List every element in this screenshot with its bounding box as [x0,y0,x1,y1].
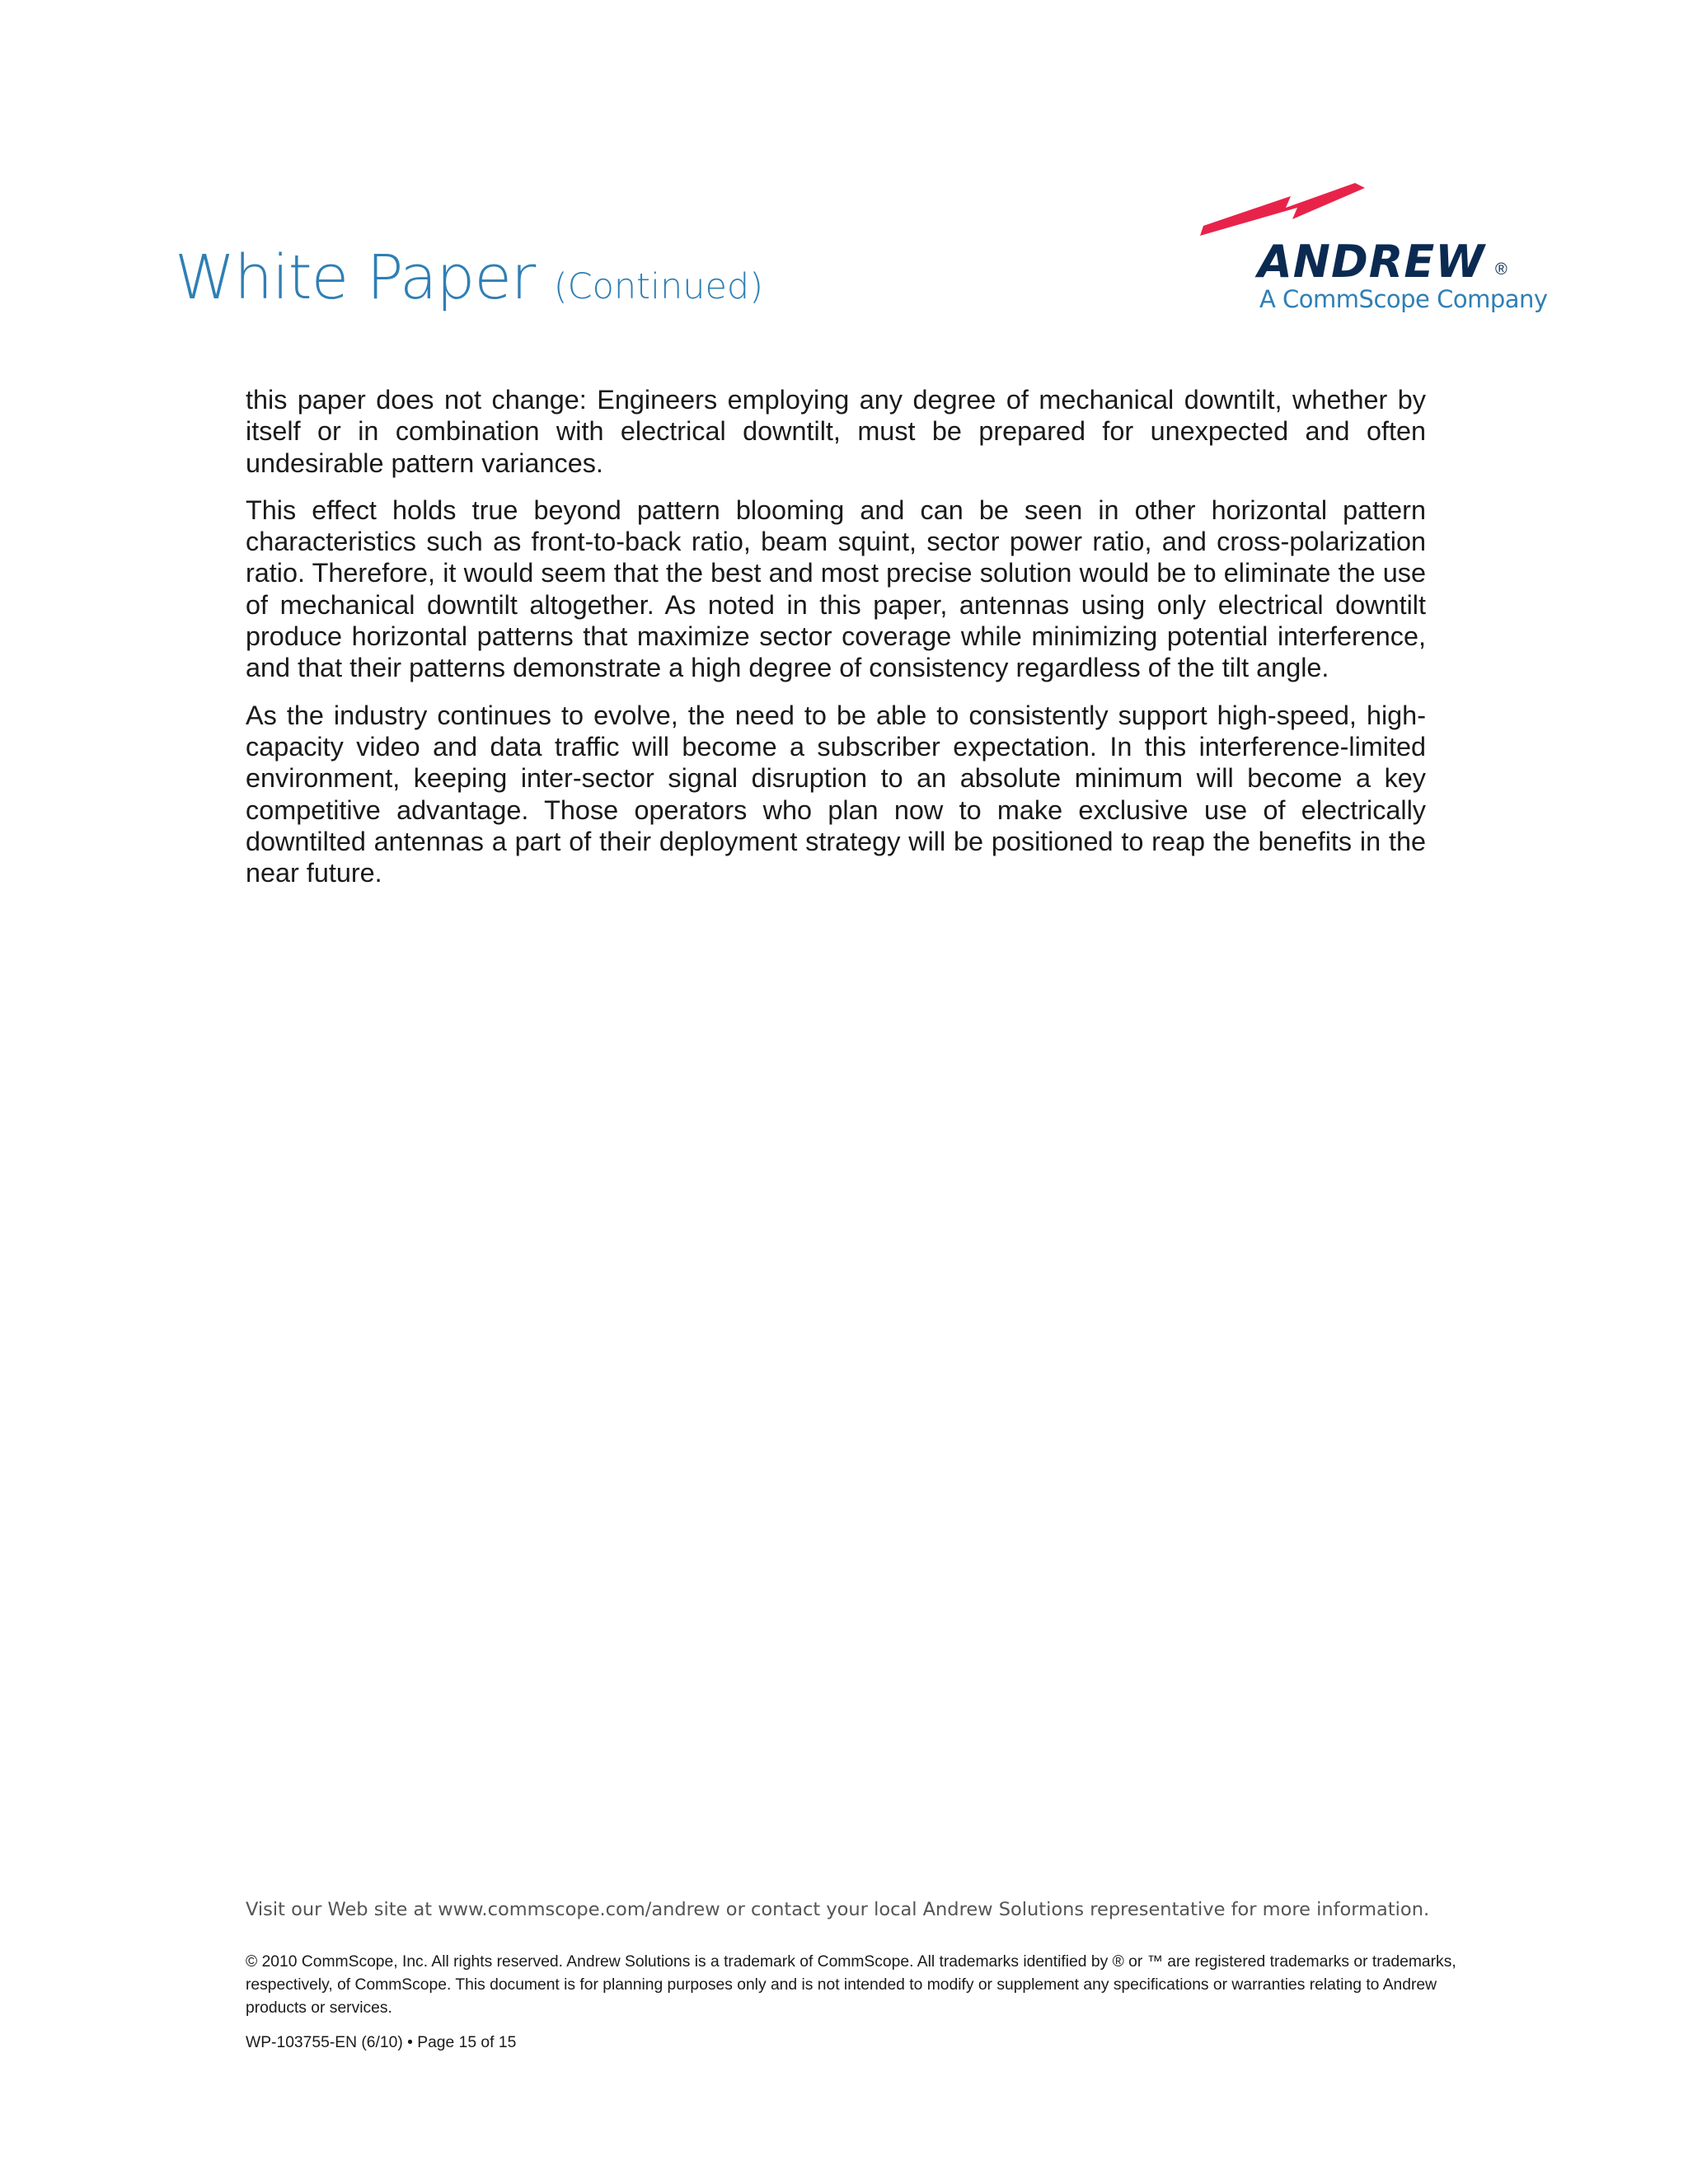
registered-mark: ® [1495,260,1507,279]
logo-tagline: A CommScope Company [1259,285,1548,313]
page-title-subtitle: (Continued) [553,266,763,307]
andrew-logo [1200,183,1548,323]
body-text [246,384,1426,904]
logo-name: ANDREW [1258,236,1485,288]
document-id-page-number: WP-103755-EN (6/10) • Page 15 of 15 [246,2034,517,2051]
page-title-main: White Paper [175,242,536,313]
footer-copyright: © 2010 CommScope, Inc. All rights reserved. Andrew Solutions is a trademark of CommScope. All trademarks identified by ® or ™ are registered trademarks or trademarks, respectively, of CommScope. This document is for planning purposes only and is not intended to modify or supplement any specifications or warranties relating to Andrew products or services. [246,1953,1456,2017]
paragraph: As the industry continues to evolve, the need to be able to consistently support high-speed, high-capacity video and data traffic will become a subscriber expectation. In this interference-limited environment, keeping inter-sector signal disruption to an absolute minimum will become a key competitive advantage. Those operators who plan now to make exclusive use of electrically downtilted antennas a part of their deployment strategy will be positioned to reap the benefits in the near future. [246,700,1426,888]
paragraph: this paper does not change: Engineers employing any degree of mechanical downtilt, whether by itself or in combination with electrical downtilt, must be prepared for unexpected and often undesirable pattern variances. [246,385,1426,478]
footer-visit-text: Visit our Web site at www.commscope.com/andrew or contact your local Andrew Solutions representative for more information. [246,1899,1430,1920]
paragraph: This effect holds true beyond pattern blooming and can be seen in other horizontal pattern characteristics such as front-to-back ratio, beam squint, sector power ratio, and cross-polarization ratio. Therefore, it would seem that the best and most precise solution would be to eliminate the use of mechanical downtilt altogether. As noted in this paper, antennas using only electrical downtilt produce horizontal patterns that maximize sector coverage while minimizing potential interference, and that their patterns demonstrate a high degree of consistency regardless of the tilt angle. [246,494,1426,683]
page-title [175,242,763,313]
